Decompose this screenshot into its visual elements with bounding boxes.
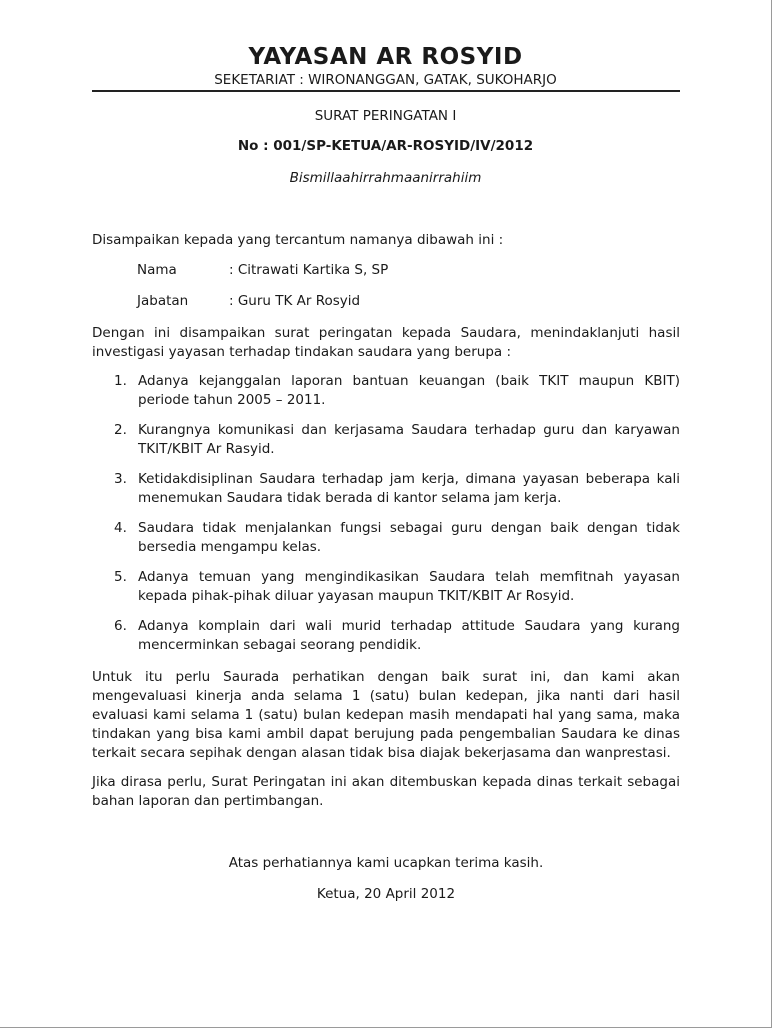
list-item xyxy=(92,372,680,410)
list-item xyxy=(92,519,680,557)
paragraph-evaluation: Untuk itu perlu Saurada perhatikan dengan baik surat ini, dan kami akan mengevaluasi kinerja anda selama 1 (satu) bulan kedepan, jika nanti dari hasil evaluasi kami selama 1 (satu) bulan kedepan masih mendapati hal yang sama, maka tindakan yang bisa kami ambil dapat berujung pada pengembalian Saudara ke dinas terkait secara sepihak dengan alasan tidak bisa diajak bekerjasama dan wanprestasi. xyxy=(92,669,680,761)
paragraph-forwarding: Jika dirasa perlu, Surat Peringatan ini akan ditembuskan kepada dinas terkait sebagai bahan laporan dan pertimbangan. xyxy=(92,774,680,809)
list-text: Ketidakdisiplinan Saudara terhadap jam kerja, dimana yayasan beberapa kali menemukan Saudara tidak berada di kantor selama jam kerja. xyxy=(138,471,680,506)
intro-text: Disampaikan kepada yang tercantum namanya dibawah ini : xyxy=(92,232,504,248)
signature-date: Ketua, 20 April 2012 xyxy=(316,886,456,902)
field-label: Nama xyxy=(137,262,177,278)
list-text: Adanya temuan yang mengindikasikan Saudara telah memfitnah yayasan kepada pihak-pihak diluar yayasan maupun TKIT/KBIT Ar Rosyid. xyxy=(138,569,680,604)
organization-address: SEKETARIAT : WIRONANGGAN, GATAK, SUKOHARJO xyxy=(214,72,557,88)
list-text: Kurangnya komunikasi dan kerjasama Saudara terhadap guru dan karyawan TKIT/KBIT Ar Rasyid. xyxy=(138,422,680,457)
opening-greeting: Bismillaahirrahmaanirrahiim xyxy=(289,170,482,186)
field-value: : Citrawati Kartika S, SP xyxy=(229,262,389,278)
organization-name: YAYASAN AR ROSYID xyxy=(248,44,523,70)
list-item xyxy=(92,617,680,655)
list-text: Adanya komplain dari wali murid terhadap attitude Saudara yang kurang mencerminkan sebagai seorang pendidik. xyxy=(138,618,680,653)
list-number: 1. xyxy=(114,373,127,389)
list-number: 4. xyxy=(114,520,127,536)
list-item xyxy=(92,421,680,459)
letter-title: SURAT PERINGATAN I xyxy=(314,108,457,124)
list-number: 6. xyxy=(114,618,127,634)
header-divider xyxy=(92,90,680,92)
list-text: Adanya kejanggalan laporan bantuan keuangan (baik TKIT maupun KBIT) periode tahun 2005 – 2011. xyxy=(138,373,680,408)
field-row-name xyxy=(137,262,677,282)
list-item xyxy=(92,470,680,508)
field-row-position xyxy=(137,293,677,313)
list-text: Saudara tidak menjalankan fungsi sebagai guru dengan baik dengan tidak bersedia mengampu kelas. xyxy=(138,520,680,555)
field-label: Jabatan xyxy=(137,293,189,309)
list-item xyxy=(92,568,680,606)
field-value: : Guru TK Ar Rosyid xyxy=(229,293,361,309)
closing-text: Atas perhatiannya kami ucapkan terima kasih. xyxy=(228,855,544,871)
list-number: 2. xyxy=(114,422,127,438)
violation-list xyxy=(92,372,680,666)
paragraph-intro: Dengan ini disampaikan surat peringatan kepada Saudara, menindaklanjuti hasil investigasi yayasan terhadap tindakan saudara yang berupa : xyxy=(92,325,680,360)
list-number: 3. xyxy=(114,471,127,487)
letter-number: No : 001/SP-KETUA/AR-ROSYID/IV/2012 xyxy=(237,138,534,154)
list-number: 5. xyxy=(114,569,127,585)
